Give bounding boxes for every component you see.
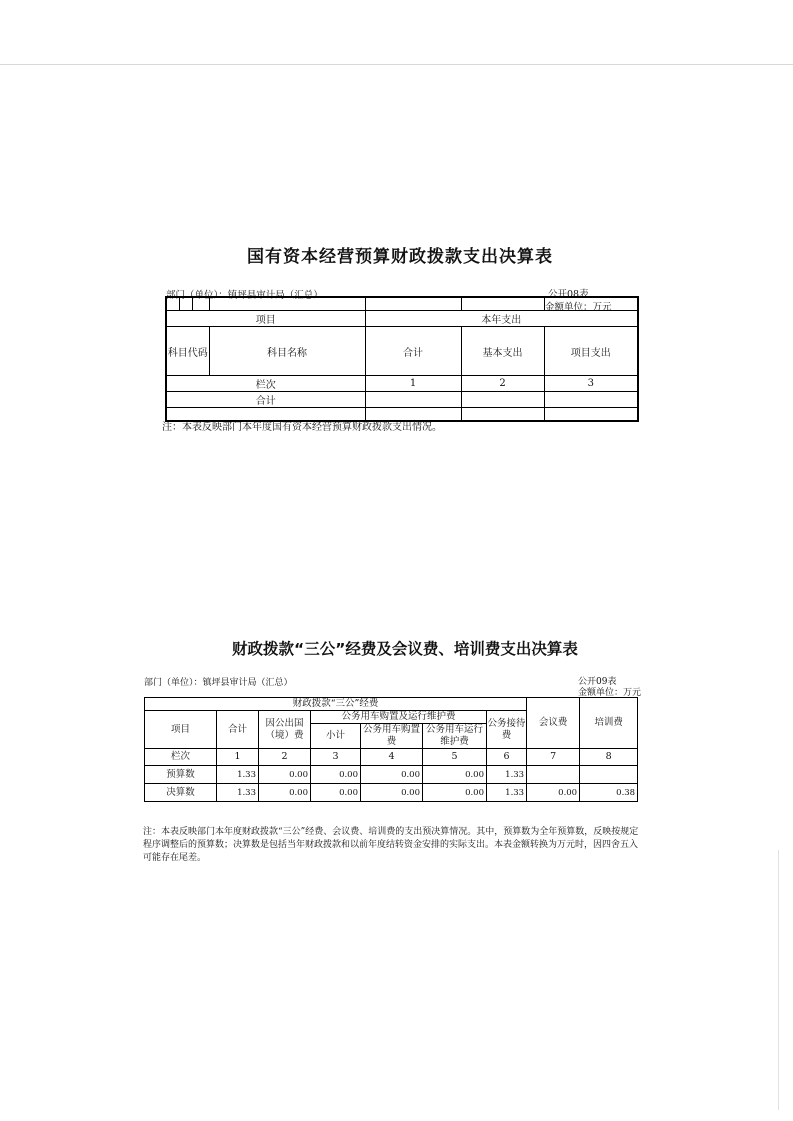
table1-blank-cell — [461, 297, 544, 311]
table1-blank-cell — [166, 297, 179, 311]
table1-blank-cell — [544, 408, 638, 422]
table1-col-basic: 基本支出 — [461, 327, 544, 376]
table2-head-purchase: 公务用车购置费 — [361, 724, 423, 749]
table2-order: 3 — [311, 749, 361, 766]
table2-cell: 0.00 — [527, 784, 580, 802]
table1-col-name: 科目名称 — [209, 327, 365, 376]
table1-row-total: 合计 — [166, 392, 365, 408]
table1-blank-cell — [461, 392, 544, 408]
table1-col-project: 项目支出 — [544, 327, 638, 376]
table1-blank-cell — [209, 297, 365, 311]
table2-head-training: 培训费 — [580, 698, 638, 749]
table2-order: 2 — [259, 749, 311, 766]
table2-order: 5 — [423, 749, 487, 766]
table-row — [145, 766, 638, 784]
table2-unit: 部门（单位）：镇坪县审计局（汇总） — [144, 678, 293, 688]
table2-cell: 1.33 — [487, 766, 527, 784]
table1-unit: 部门（单位）：镇坪县审计局（汇总） — [166, 290, 323, 301]
table2-cell: 1.33 — [217, 784, 259, 802]
table1-blank-cell — [544, 392, 638, 408]
table2-cell — [580, 766, 638, 784]
table2-cell: 0.00 — [423, 784, 487, 802]
table2-cell: 0.00 — [259, 766, 311, 784]
table2-cell — [527, 766, 580, 784]
table1-col-total: 合计 — [365, 327, 461, 376]
table1-head-item: 项目 — [166, 311, 365, 327]
table2-order: 4 — [361, 749, 423, 766]
table1-order-2: 2 — [461, 376, 544, 392]
table1-code: 公开08表 — [548, 289, 589, 300]
table2-order: 8 — [580, 749, 638, 766]
table2-head-item: 项目 — [145, 711, 217, 749]
table1-col-code: 科目代码 — [166, 327, 209, 376]
table2-head-meeting: 会议费 — [527, 698, 580, 749]
table1 — [165, 296, 639, 422]
table1-order-3: 3 — [544, 376, 638, 392]
table2-cell: 1.33 — [487, 784, 527, 802]
table2-note: 注：本表反映部门本年度财政拨款“三公”经费、会议费、培训费的支出预决算情况。其中，预算数为全年预算数，反映按规定程序调整后的预算数；决算数是包括当年财政拨款和以前年度结转资金安排的实际支出。本表金额转换为万元时，因四舍五入可能存在尾差。 — [143, 827, 639, 863]
table2-head-total: 合计 — [217, 711, 259, 749]
table2-head-vehicle: 公务用车购置及运行维护费 — [311, 711, 487, 724]
table1-blank-cell — [365, 392, 461, 408]
table2-row-label: 预算数 — [145, 766, 217, 784]
table2-code: 公开09表 — [578, 677, 617, 687]
table2-cell: 0.00 — [311, 784, 361, 802]
table2-head-reception: 公务接待费 — [487, 711, 527, 749]
table2-title: 财政拨款“三公”经费及会议费、培训费支出决算表 — [232, 640, 578, 658]
table2-head-subtotal: 小计 — [311, 724, 361, 749]
table1-row-order: 栏次 — [166, 376, 365, 392]
scan-edge-line — [0, 64, 793, 65]
table2-cell: 0.00 — [259, 784, 311, 802]
table1-blank-cell — [461, 408, 544, 422]
table2-order: 1 — [217, 749, 259, 766]
table1-order-1: 1 — [365, 376, 461, 392]
table2-order: 6 — [487, 749, 527, 766]
table2-cell: 0.00 — [361, 766, 423, 784]
table2 — [144, 697, 638, 802]
table2-cell: 1.33 — [217, 766, 259, 784]
table1-title: 国有资本经营预算财政拨款支出决算表 — [247, 247, 553, 267]
table2-head-maint: 公务用车运行维护费 — [423, 724, 487, 749]
table2-cell: 0.38 — [580, 784, 638, 802]
table1-money-unit: 金额单位：万元 — [545, 302, 612, 313]
table2-row-label: 决算数 — [145, 784, 217, 802]
table1-blank-cell — [544, 297, 638, 311]
table2-head-abroad: 因公出国（境）费 — [259, 711, 311, 749]
table1-blank-cell — [192, 297, 209, 311]
scan-edge-line — [778, 850, 779, 1110]
table2-order: 7 — [527, 749, 580, 766]
table2-row-order: 栏次 — [145, 749, 217, 766]
table1-blank-cell — [179, 297, 192, 311]
table2-cell: 0.00 — [423, 766, 487, 784]
table1-note: 注：本表反映部门本年度国有资本经营预算财政拨款支出情况。 — [162, 422, 442, 433]
table2-money-unit: 金额单位：万元 — [578, 688, 642, 698]
table2-head-sangong: 财政拨款“三公”经费 — [145, 698, 527, 711]
table2-cell: 0.00 — [311, 766, 361, 784]
table1-head-expense: 本年支出 — [365, 311, 638, 327]
table1-blank-cell — [365, 297, 461, 311]
table-row — [145, 784, 638, 802]
table2-cell: 0.00 — [361, 784, 423, 802]
